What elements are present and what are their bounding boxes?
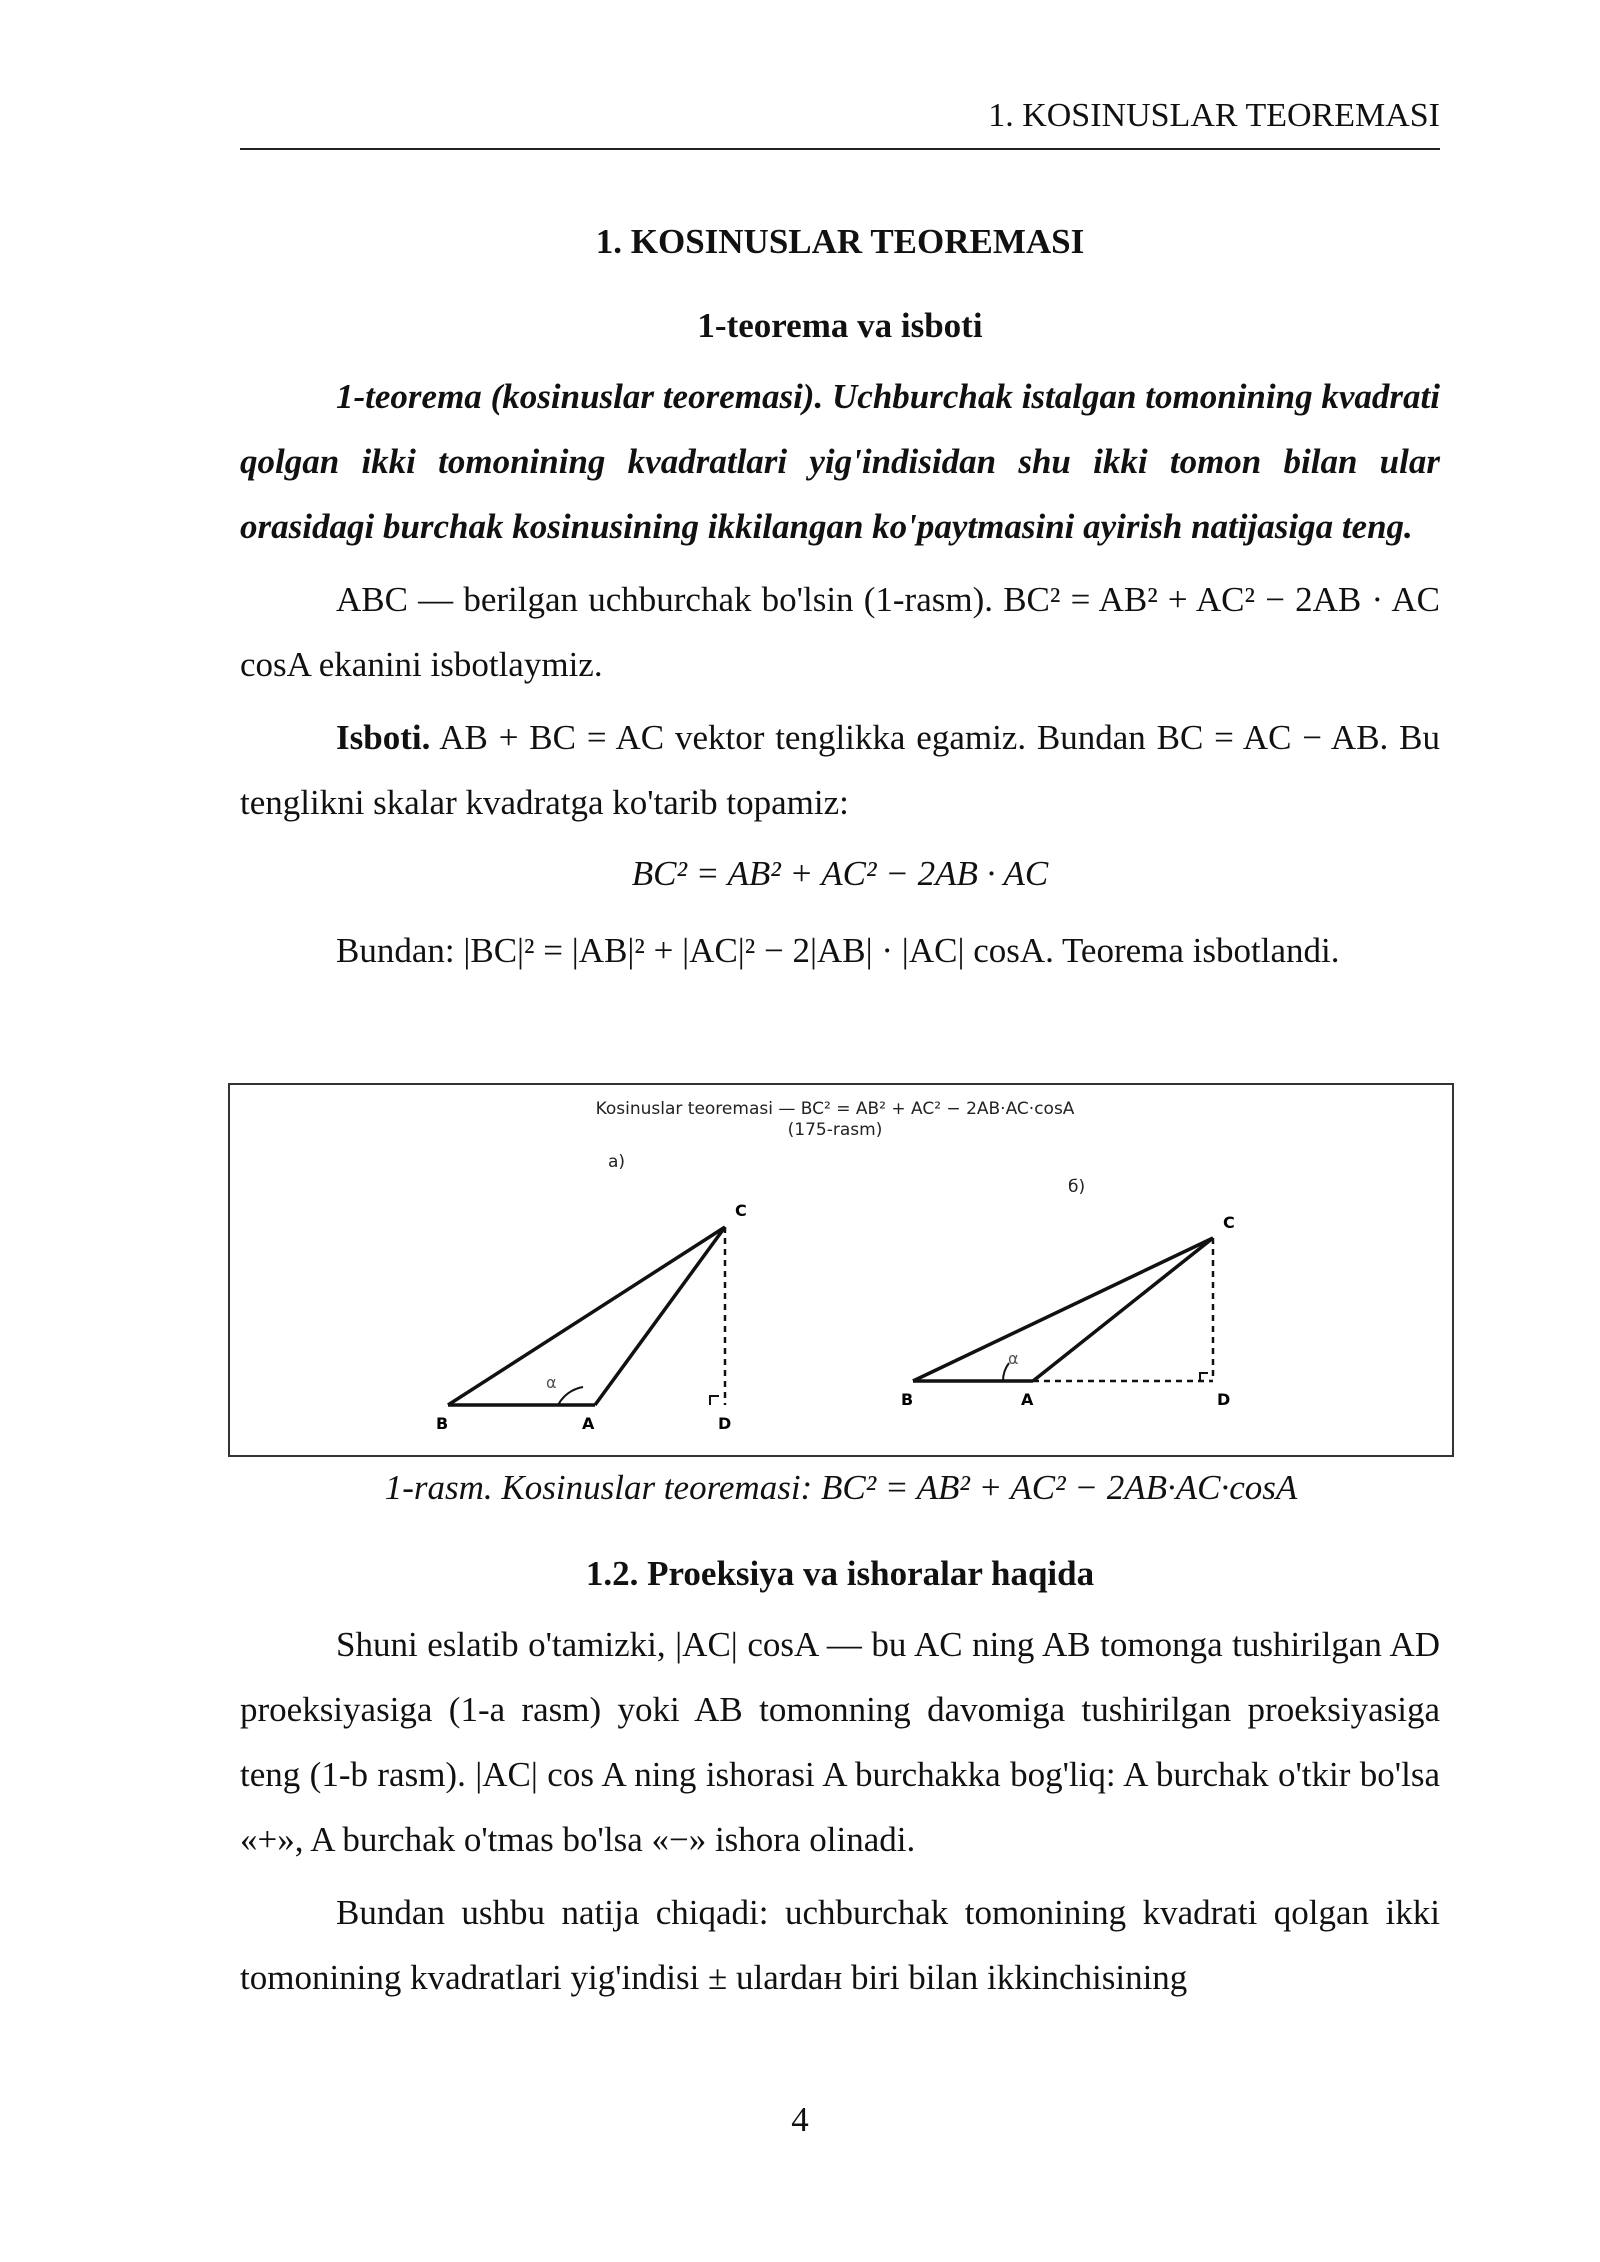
main-content bbox=[240, 218, 1440, 983]
theorem-statement: 1-teorema (kosinuslar teoremasi). Uchburchak istalgan tomonining kvadrati qolgan ikki tomonining kvadratlari yig'indisidan shu ikki tomon bilan ular orasidagi burchak kosinusining ikkilangan ko'paytmasini ayirish natijasiga teng. bbox=[240, 377, 1440, 546]
panel-a-label: a) bbox=[608, 1152, 626, 1172]
vertex-a-a: A bbox=[582, 1414, 595, 1433]
side-bc-a bbox=[448, 1227, 725, 1405]
setup-paragraph: ABC — berilgan uchburchak bo'lsin (1-rasm). BC² = AB² + AC² − 2AB · AC cosA ekanini isbotlaymiz. bbox=[240, 580, 1440, 684]
angle-label-b: α bbox=[1008, 1349, 1019, 1368]
figure-title-line2: (175-rasm) bbox=[787, 1120, 883, 1140]
angle-arc-a bbox=[558, 1387, 583, 1405]
section-2-content bbox=[240, 1550, 1440, 2010]
figure-drawing bbox=[230, 1085, 1452, 1455]
angle-label-a: α bbox=[546, 1373, 557, 1392]
vertex-b-a: B bbox=[436, 1414, 449, 1433]
conclusion-paragraph: Bundan: |BC|² = |AB|² + |AC|² − 2|AB| · |AC| cosA. Teorema isbotlandi. bbox=[336, 931, 1340, 970]
running-header bbox=[240, 96, 1440, 150]
vertex-a-b: A bbox=[1021, 1390, 1034, 1409]
figure-caption: 1-rasm. Kosinuslar teoremasi: BC² = AB² + AC² − 2AB·AC·cosA bbox=[384, 1468, 1298, 1507]
running-header-title: 1. KOSINUSLAR TEOREMASI bbox=[988, 97, 1440, 134]
panel-b-label: б) bbox=[1068, 1177, 1086, 1197]
side-ac-a bbox=[595, 1227, 725, 1405]
side-bc-b bbox=[913, 1238, 1213, 1381]
vertex-b-b: B bbox=[901, 1390, 914, 1409]
triangle-b bbox=[901, 1213, 1235, 1409]
section-2-paragraph-2: Bundan ushbu natija chiqadi: uchburchak tomonining kvadrati qolgan ikki tomonining kvadratlari yig'indisi ± ulardaн biri bilan ikkinchisining bbox=[240, 1893, 1440, 1997]
vertex-c-b: C bbox=[1223, 1213, 1235, 1232]
section-subtitle: 1-teorema va isboti bbox=[697, 306, 983, 345]
right-angle-mark-a bbox=[710, 1396, 719, 1405]
display-formula: BC² = AB² + AC² − 2AB · AC bbox=[631, 854, 1049, 893]
triangle-a bbox=[436, 1201, 747, 1433]
vertex-c-a: C bbox=[735, 1201, 747, 1220]
section-2-paragraph-1: Shuni eslatib o'tamizki, |AC| cosA — bu AC ning AB tomonga tushirilgan AD proeksiyasiga (1-a rasm) yoki AB tomonning davomiga tushirilgan proeksiyasiga teng (1-b rasm). |AC| cos A ning ishorasi A burchakka bog'liq: A burchak o'tkir bo'lsa «+», A burchak o'tmas bo'lsa «−» ishora olinadi. bbox=[240, 1625, 1440, 1859]
proof-label: Isboti. bbox=[336, 718, 431, 757]
section-2-heading: 1.2. Proeksiya va ishoralar haqida bbox=[585, 1554, 1095, 1593]
figure-cosine-theorem bbox=[228, 1083, 1454, 1457]
section-title: 1. KOSINUSLAR TEOREMASI bbox=[595, 222, 1085, 261]
figure-title-line1: Kosinuslar teoremasi — BC² = AB² + AC² − 2AB·AC·cosA bbox=[595, 1099, 1075, 1119]
vertex-d-b: D bbox=[1217, 1390, 1231, 1409]
page-number: 4 bbox=[791, 2100, 809, 2139]
vertex-d-a: D bbox=[718, 1414, 732, 1433]
proof-paragraph bbox=[240, 705, 1440, 835]
proof-text: AB + BC = AC vektor tenglikka egamiz. Bundan BC = AC − AB. Bu tenglikni skalar kvadratga ko'tarib topamiz: bbox=[240, 718, 1440, 822]
